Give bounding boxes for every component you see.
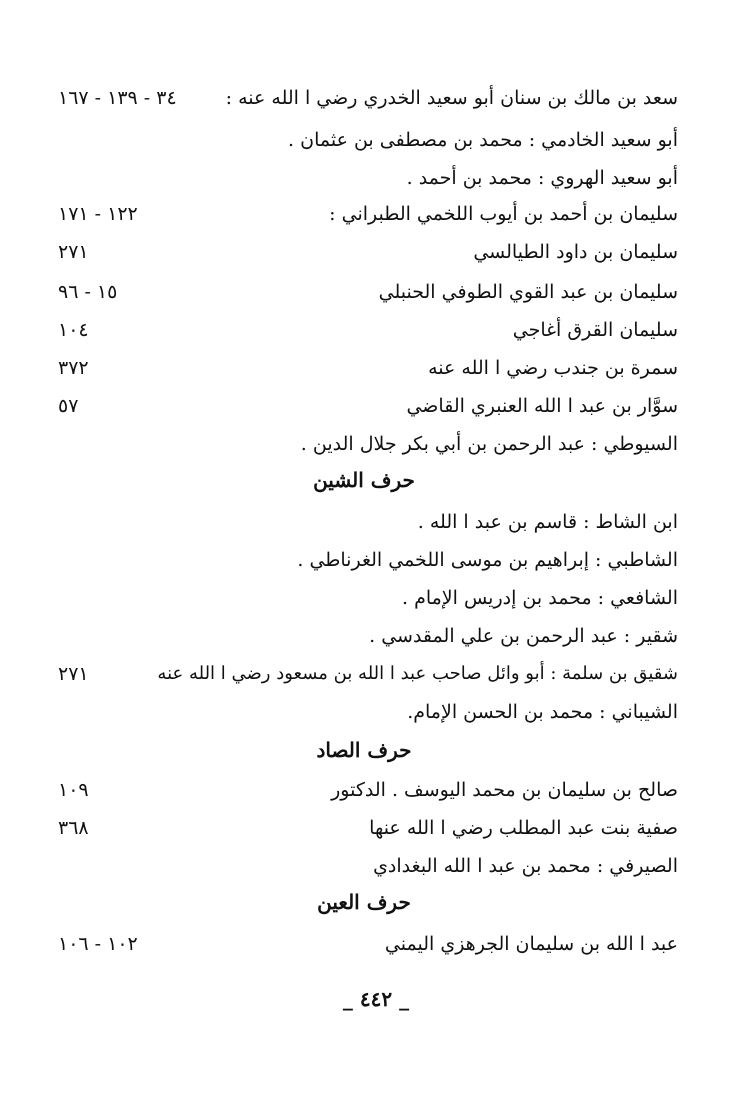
entry-name: سليمان بن أحمد بن أيوب اللخمي الطبراني : [329, 203, 678, 225]
index-entry [50, 580, 678, 616]
entry-name: الشيباني : محمد بن الحسن الإمام. [407, 701, 678, 723]
index-entry [50, 772, 678, 808]
index-entry [50, 656, 678, 692]
index-entry [50, 160, 678, 196]
entry-pages: ١٠٩ [58, 779, 89, 801]
entry-name: أبو سعيد الهروي : محمد بن أحمد . [406, 167, 678, 189]
entry-name: سليمان القرق أغاجي [512, 319, 678, 341]
entry-name: عبد ا الله بن سليمان الجرهزي اليمني [384, 933, 678, 955]
index-entry [50, 618, 678, 654]
entry-name: ابن الشاط : قاسم بن عبد ا الله . [417, 511, 678, 533]
index-entry [50, 80, 678, 116]
entry-pages: ٣٧٢ [58, 357, 89, 379]
index-entry [50, 504, 678, 540]
index-entry [50, 350, 678, 386]
entry-name: شقير : عبد الرحمن بن علي المقدسي . [369, 625, 678, 647]
entry-name: سوَّار بن عبد ا الله العنبري القاضي [406, 395, 678, 417]
index-entry [50, 234, 678, 270]
index-entry [50, 542, 678, 578]
index-entry [50, 848, 678, 884]
entry-name: الشافعي : محمد بن إدريس الإمام . [402, 587, 678, 609]
entry-pages: ١٠٢ - ١٠٦ [58, 933, 138, 955]
index-entry [50, 388, 678, 424]
entry-name: سمرة بن جندب رضي ا الله عنه [428, 357, 678, 379]
entry-pages: ١٥ - ٩٦ [58, 281, 118, 303]
entry-name: أبو سعيد الخادمي : محمد بن مصطفى بن عثمان . [288, 129, 678, 151]
entry-name: الصيرفي : محمد بن عبد ا الله البغدادي [373, 855, 678, 877]
entry-pages: ٢٧١ [58, 663, 89, 685]
entry-name: صالح بن سليمان بن محمد اليوسف . الدكتور [331, 779, 678, 801]
entry-name: شقيق بن سلمة : أبو وائل صاحب عبد ا الله بن مسعود رضي ا الله عنه [157, 663, 678, 684]
entry-name: سليمان بن عبد القوي الطوفي الحنبلي [378, 281, 678, 303]
index-entry [50, 426, 678, 462]
entry-name: الشاطبي : إبراهيم بن موسى اللخمي الغرناطي . [297, 549, 678, 571]
section-heading-sad: حرف الصاد [316, 738, 412, 762]
index-entry [50, 926, 678, 962]
entry-name: السيوطي : عبد الرحمن بن أبي بكر جلال الدين . [300, 433, 678, 455]
page-number: _ ٤٤٢ _ [342, 987, 410, 1011]
entry-name: صفية بنت عبد المطلب رضي ا الله عنها [369, 817, 678, 839]
index-entry [50, 810, 678, 846]
section-heading-ain: حرف العين [317, 890, 411, 914]
entry-pages: ٥٧ [58, 395, 79, 417]
entry-pages: ٢٧١ [58, 241, 89, 263]
entry-pages: ٣٤ - ١٣٩ - ١٦٧ [58, 87, 177, 109]
entry-pages: ٣٦٨ [58, 817, 89, 839]
section-heading-shin: حرف الشين [313, 468, 415, 492]
index-entry [50, 122, 678, 158]
entry-pages: ١٢٢ - ١٧١ [58, 203, 138, 225]
entry-name: سليمان بن داود الطيالسي [473, 241, 678, 263]
entry-pages: ١٠٤ [58, 319, 89, 341]
index-entry [50, 312, 678, 348]
index-entry [50, 274, 678, 310]
index-entry [50, 196, 678, 232]
entry-name: سعد بن مالك بن سنان أبو سعيد الخدري رضي ا الله عنه : [225, 87, 678, 109]
index-entry [50, 694, 678, 730]
